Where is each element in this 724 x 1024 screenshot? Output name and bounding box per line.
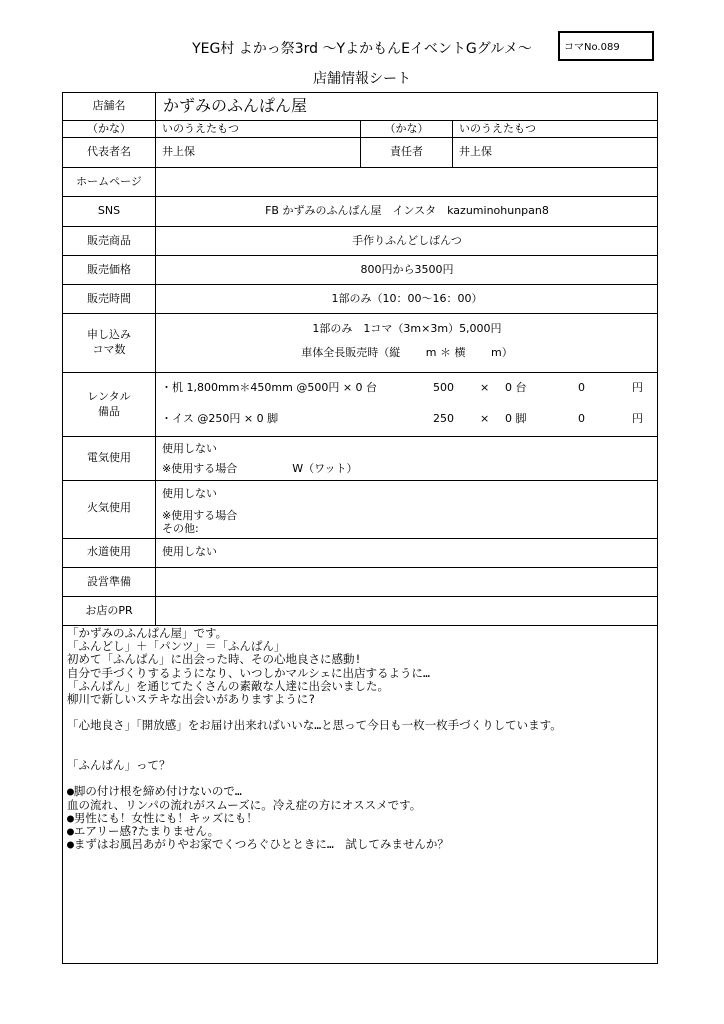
application-line-2: 車体全長販売時（縦 m ＊ 横 m） (301, 346, 513, 359)
electric-label: 電気使用 (87, 451, 131, 464)
fire-line-2: ※使用する場合 (162, 509, 238, 522)
representative-label: 代表者名 (87, 145, 131, 158)
rental-label-1: レンタル (87, 390, 131, 403)
water-value: 使用しない (162, 545, 217, 558)
price-label: 販売価格 (87, 263, 131, 276)
row-divider (62, 596, 658, 597)
representative-value: 井上保 (162, 145, 195, 158)
rental-chair-qty: 0 脚 (505, 412, 527, 425)
sns-label: SNS (97, 204, 121, 217)
price-value: 800円から3500円 (360, 263, 454, 276)
row-divider (62, 167, 658, 168)
rental-desk-times: × (480, 381, 490, 394)
rental-desk-total: 0 (578, 381, 585, 394)
rental-desk-unit: 500 (433, 381, 454, 394)
row-divider (62, 313, 658, 314)
row-divider (62, 436, 658, 437)
setup-label: 設営準備 (87, 575, 131, 588)
row-divider (62, 284, 658, 285)
rental-desk-qty: 0 台 (505, 381, 527, 394)
pr-text: 「かずみのふんぱん屋」です。 「ふんどし」＋「パンツ」＝「ふんぱん」 初めて「ふんぱん」に出会った時、その心地良さに感動! 自分で手づくりするようになり、いつしかマルシェに出店するように… 「ふんぱん」を通じてたくさんの素敵な人達に出会いました。 柳川で新しいステキな出会いがありますように? 「心地良さ」「開放感」をお届け出来ればいいな…と思って今日も一枚一枚手づくりしています。 「ふんぱん」って？ ●脚の付け根を締め付けないので… 血の流れ、リンパの流れがスムーズに。冷え症の方にオススメです。 ●男性にも！女性にも！キッズにも！ ●エアリー感?たまりません。 ●まずはお風呂あがりやお家でくつろぐひとときに… 試してみませんか？ (67, 626, 562, 852)
row-divider (62, 538, 658, 539)
row-divider (62, 372, 658, 373)
products-label: 販売商品 (87, 234, 131, 247)
rental-desk-item: ・机 1,800mm＊450mm @500円 × 0 台 (161, 381, 378, 394)
event-title: YEG村 よかっ祭3rd ～YよかもんEイベントGグルメ～ (192, 41, 532, 57)
koma-number-box: コマNo.089 (558, 31, 654, 61)
electric-line-1: 使用しない (162, 442, 217, 455)
rental-chair-times: × (480, 412, 490, 425)
kana-value-rep: いのうえたもつ (162, 122, 239, 135)
application-label-1: 申し込み (87, 328, 131, 341)
rental-label-2: 備品 (98, 405, 120, 418)
application-line-1: 1部のみ 1コマ（3m×3m）5,000円 (312, 322, 502, 335)
column-divider (452, 120, 453, 167)
rental-chair-total: 0 (578, 412, 585, 425)
water-label: 水道使用 (87, 545, 131, 558)
kana-value-resp: いのうえたもつ (459, 122, 536, 135)
row-divider (62, 196, 658, 197)
row-divider (62, 255, 658, 256)
shop-name-value: かずみのふんぱん屋 (163, 96, 308, 115)
row-divider (62, 480, 658, 481)
rental-desk-yen: 円 (632, 381, 643, 394)
rental-chair-item: ・イス @250円 × 0 脚 (161, 412, 279, 425)
row-divider (62, 567, 658, 568)
row-divider (62, 226, 658, 227)
fire-line-1: 使用しない (162, 487, 217, 500)
application-label-2: コマ数 (92, 343, 126, 356)
responsible-label: 責任者 (390, 145, 423, 158)
kana-label: （かな） (87, 122, 131, 135)
products-value: 手作りふんどしぱんつ (352, 234, 462, 247)
fire-label: 火気使用 (87, 501, 131, 514)
rental-chair-yen: 円 (632, 412, 643, 425)
sns-value: FB かずみのふんぱん屋 インスタ kazuminohunpan8 (265, 204, 549, 217)
rental-chair-unit: 250 (433, 412, 454, 425)
fire-line-3: その他: (162, 522, 199, 535)
electric-line-2: ※使用する場合 W（ワット） (162, 462, 358, 475)
shop-name-label: 店舗名 (92, 99, 126, 112)
hours-label: 販売時間 (87, 292, 131, 305)
kana-label-resp: （かな） (384, 122, 429, 135)
sheet-subtitle: 店舗情報シート (313, 71, 411, 87)
pr-label: お店のPR (85, 604, 133, 617)
hours-value: 1部のみ（10：00～16：00） (331, 292, 483, 305)
homepage-label: ホームページ (76, 175, 142, 188)
responsible-value: 井上保 (459, 145, 492, 158)
